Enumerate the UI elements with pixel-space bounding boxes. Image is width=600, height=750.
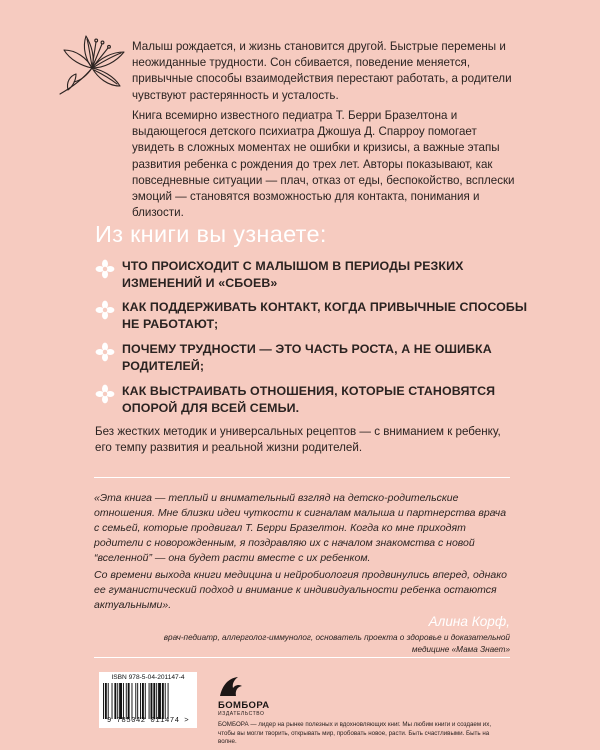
review-author-role: врач-педиатр, аллерголог-иммунолог, основатель проекта о здоровье и доказательной медицине «Мама Знает»	[163, 633, 510, 654]
publisher-sub: ИЗДАТЕЛЬСТВО	[218, 711, 265, 717]
flower-illustration-icon	[56, 30, 128, 96]
publisher-blurb: БОМБОРА — лидер на рынке полезных и вдохновляющих книг. Мы любим книги и создаем их, чтобы вы могли творить, открывать мир, пробовать новое, расти. Быть счастливыми. Быть на волне.	[218, 721, 492, 746]
barcode-bars	[103, 683, 193, 719]
bullet-text: ПОЧЕМУ ТРУДНОСТИ — ЭТО ЧАСТЬ РОСТА, А НЕ ОШИБКА РОДИТЕЛЕЙ;	[122, 342, 492, 373]
intro-paragraph-1: Малыш рождается, и жизнь становится другой. Быстрые перемены и неожиданные трудности. Сон сбивается, поведение меняется, привычные способы взаимодействия перестают работать, а родители чувствуют растерянность и усталость.	[132, 40, 512, 102]
blossom-icon	[95, 384, 115, 404]
bullet-text: КАК ВЫСТРАИВАТЬ ОТНОШЕНИЯ, КОТОРЫЕ СТАНОВЯТСЯ ОПОРОЙ ДЛЯ ВСЕЙ СЕМЬИ.	[122, 384, 496, 415]
divider	[94, 657, 510, 658]
blossom-icon	[95, 300, 115, 320]
publisher-logo	[218, 674, 278, 718]
bullet-text: ЧТО ПРОИСХОДИТ С МАЛЫШОМ В ПЕРИОДЫ РЕЗКИХ ИЗМЕНЕНИЙ И «СБОЕВ»	[122, 259, 464, 290]
isbn-label: ISBN 978-5-04-201147-4	[111, 674, 185, 681]
publisher-name: БОМБОРА	[218, 700, 270, 711]
bombora-wave-icon	[218, 674, 244, 700]
blossom-icon	[95, 259, 115, 279]
review-quote-2: Со времени выхода книги медицина и нейробиология продвинулись вперед, однако ее гуманистический подход и внимание к индивидуальности ребенка остаются актуальными».	[94, 569, 507, 611]
review-quote-1: «Эта книга — теплый и внимательный взгляд на детско-родительские отношения. Мне близки идеи чуткости к сигналам малыша и партнерства врача с семьей, которые продвигал Т. Берри Бразелтон. Когда ко мне приходят родители с новорожденным, я поздравляю их с началом знакомства с новой “вселенной” — она будет расти вместе с их ребенком.	[94, 492, 507, 564]
closing-paragraph: Без жестких методик и универсальных рецептов — с вниманием к ребенку, его темпу развития и реальной жизни родителей.	[95, 425, 501, 455]
blossom-icon	[95, 342, 115, 362]
intro-paragraph-2: Книга всемирно известного педиатра Т. Берри Бразелтона и выдающегося детского психиатра Джошуа Д. Спарроу помогает увидеть в сложных моментах не ошибки и кризисы, а важные этапы развития ребенка с рождения до трех лет. Авторы показывают, как повседневные ситуации — плач, отказ от еды, беспокойство, всплески эмоций — становятся возможностью для контакта, понимания и близости.	[132, 109, 515, 220]
barcode	[99, 672, 197, 728]
review-author: Алина Корф,	[428, 614, 510, 629]
bullet-text: КАК ПОДДЕРЖИВАТЬ КОНТАКТ, КОГДА ПРИВЫЧНЫЕ СПОСОБЫ НЕ РАБОТАЮТ;	[122, 300, 528, 331]
divider	[94, 477, 510, 478]
section-heading: Из книги вы узнаете:	[95, 221, 327, 247]
barcode-digits: 9 785042 011474 >	[106, 717, 190, 725]
